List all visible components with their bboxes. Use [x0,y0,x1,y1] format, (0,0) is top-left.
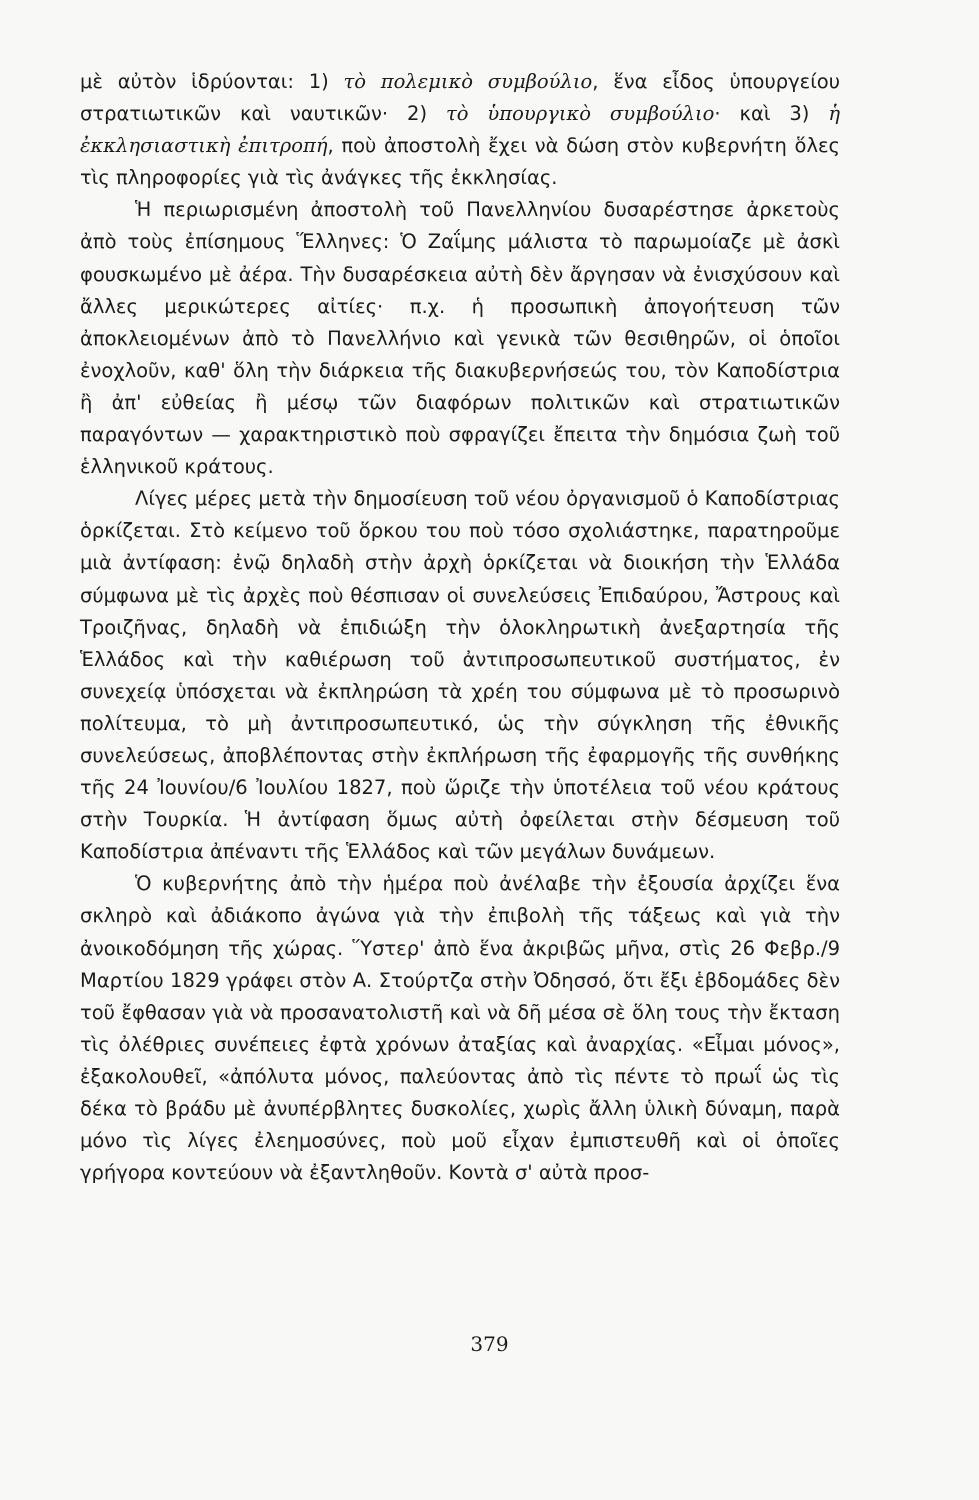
text-segment: , ποὺ ἀποστολὴ ἔχει νὰ δώση στὸν κυβερνήτη ὅλες τὶς πληροφορίες γιὰ τὶς ἀνάγκες τῆς ἐκκλησίας. [80,134,840,190]
paragraph-2 [80,194,840,483]
italic-term-war-council: τὸ πολεμικὸ συμβούλιο [343,70,593,93]
text-segment: , ἕνα εἶδος ὑπουργείου στρατιωτικῶν καὶ ναυτικῶν· 2) [80,70,841,126]
page-number: 379 [470,1332,509,1356]
text-segment: · καὶ 3) [714,102,829,126]
paragraph-3 [80,483,840,868]
text-segment: Ἡ περιωρισμένη ἀποστολὴ τοῦ Πανελληνίου δυσαρέστησε ἀρκετοὺς ἀπὸ τοὺς ἐπίσημους Ἕλληνες: Ὁ Ζαΐμης μάλιστα τὸ παρωμοίαζε μὲ ἀσκὶ φουσκωμένο μὲ ἀέρα. Τὴν δυσαρέσκεια αὐτὴ δὲν ἄργησαν νὰ ἐνισχύσουν καὶ ἄλλες μερικώτερες αἰτίες· π.χ. ἡ προσωπικὴ ἀπογοήτευση τῶν ἀποκλειομένων ἀπὸ τὸ Πανελλήνιο καὶ γενικὰ τῶν θεσιθηρῶν, οἱ ὁποῖοι ἐνοχλοῦν, καθ' ὅλη τὴν διάρκεια τῆς διακυβερνήσεώς του, τὸν Καποδίστρια ἢ ἀπ' εὐθείας ἢ μέσῳ τῶν διαφόρων πολιτικῶν καὶ στρατιωτικῶν παραγόντων — χαρακτηριστικὸ ποὺ σφραγίζει ἔπειτα τὴν δημόσια ζωὴ τοῦ ἑλληνικοῦ κράτους. [80,198,840,479]
italic-term-ministerial-council: τὸ ὑπουργικὸ συμβούλιο [445,102,715,126]
text-segment: Ὁ κυβερνήτης ἀπὸ τὴν ἡμέρα ποὺ ἀνέλαβε τὴν ἐξουσία ἀρχίζει ἕνα σκληρὸ καὶ ἀδιάκοπο ἀγώνα γιὰ τὴν ἐπιβολὴ τῆς τάξεως καὶ γιὰ τὴν ἀνοικοδόμηση τῆς χώρας. Ὕστερ' ἀπὸ ἕνα ἀκριβῶς μῆνα, στὶς 26 Φεβρ./9 Μαρτίου 1829 γράφει στὸν Α. Στούρτζα στὴν Ὀδησσό, ὅτι ἔξι ἑβδομάδες δὲν τοῦ ἔφθασαν γιὰ νὰ προσανατολιστῆ καὶ νὰ δῆ μέσα σὲ ὅλη τους τὴν ἔκταση τὶς ὀλέθριες συνέπειες ἐφτὰ χρόνων ἀταξίας καὶ ἀναρχίας. «Εἶμαι μόνος», ἐξακολουθεῖ, «ἀπόλυτα μόνος, παλεύοντας ἀπὸ τὶς πέντε τὸ πρωΐ ὡς τὶς δέκα τὸ βράδυ μὲ ἀνυπέρβλητες δυσκολίες, χωρὶς ἄλλη ὑλικὴ δύναμη, παρὰ μόνο τὶς λίγες ἐλεημοσύνες, ποὺ μοῦ εἶχαν ἐμπιστευθῆ καὶ οἱ ὁποῖες γρήγορα κοντεύουν νὰ ἐξαντληθοῦν. Κοντὰ σ' αὐτὰ προσ- [80,872,840,1185]
body-text [80,66,840,1189]
paragraph-4 [80,868,840,1189]
text-segment: Λίγες μέρες μετὰ τὴν δημοσίευση τοῦ νέου ὀργανισμοῦ ὁ Καποδίστριας ὁρκίζεται. Στὸ κείμενο τοῦ ὅρκου του ποὺ τόσο σχολιάστηκε, παρατηροῦμε μιὰ ἀντίφαση: ἐνῷ δηλαδὴ στὴν ἀρχὴ ὁρκίζεται νὰ διοικήση τὴν Ἑλλάδα σύμφωνα μὲ τὶς ἀρχὲς ποὺ θέσπισαν οἱ συνελεύσεις Ἐπιδαύρου, Ἄστρους καὶ Τροιζῆνας, δηλαδὴ νὰ ἐπιδιώξη τὴν ὁλοκληρωτικὴ ἀνεξαρτησία τῆς Ἑλλάδος καὶ τὴν καθιέρωση τοῦ ἀντιπροσωπευτικοῦ συστήματος, ἐν συνεχείᾳ ὑπόσχεται νὰ ἐκπληρώση τὰ χρέη του σύμφωνα μὲ τὸ προσωρινὸ πολίτευμα, τὸ μὴ ἀντιπροσωπευτικό, ὡς τὴν σύγκληση τῆς ἐθνικῆς συνελεύσεως, ἀποβλέποντας στὴν ἐκπλήρωση τῆς ἐφαρμογῆς τῆς συνθήκης τῆς 24 Ἰουνίου/6 Ἰουλίου 1827, ποὺ ὥριζε τὴν ὑποτέλεια τοῦ νέου κράτους στὴν Τουρκία. Ἡ ἀντίφαση ὅμως αὐτὴ ὀφείλεται στὴν δέσμευση τοῦ Καποδίστρια ἀπέναντι τῆς Ἑλλάδος καὶ τῶν μεγάλων δυνάμεων. [80,487,840,864]
italic-term-church-committee: ἡ ἐκκλησιαστικὴ ἐπιτροπή [80,102,840,158]
text-segment: μὲ αὐτὸν ἱδρύονται: 1) [80,70,344,93]
paragraph-1 [80,66,840,194]
